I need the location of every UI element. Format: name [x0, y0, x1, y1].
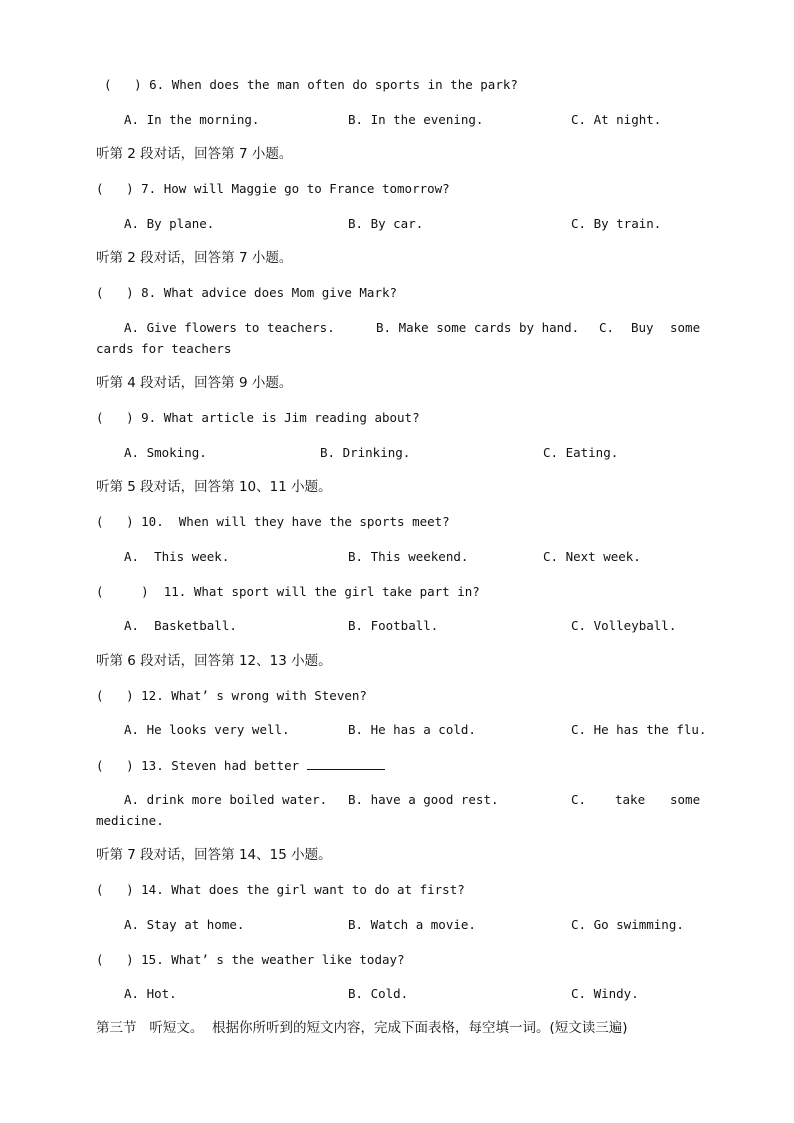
- q8-option-a: A. Give flowers to teachers.: [124, 320, 335, 335]
- section-instruction-2: 听第 2 段对话，回答第 7 小题。: [96, 146, 293, 162]
- q7-option-b: B. By car.: [348, 216, 424, 231]
- section-instruction-7: 听第 7 段对话，回答第 14、15 小题。: [96, 847, 332, 863]
- q8-option-c-word2: some: [670, 320, 701, 335]
- q13-option-c-continued: medicine.: [96, 813, 164, 828]
- q10-option-c: C. Next week.: [543, 549, 641, 564]
- q13-option-a: A. drink more boiled water.: [124, 792, 328, 807]
- section-instruction-4: 听第 4 段对话，回答第 9 小题。: [96, 375, 293, 391]
- q10-option-b: B. This weekend.: [348, 549, 469, 564]
- section-3-heading: 第三节 听短文。 根据你所听到的短文内容，完成下面表格，每空填一词。(短文读三遍): [96, 1020, 628, 1036]
- q11-option-b: B. Football.: [348, 618, 439, 633]
- q13-stem-text: ( ) 13. Steven had better: [96, 758, 307, 773]
- q12-option-a: A. He looks very well.: [124, 722, 290, 737]
- q6-option-c: C. At night.: [571, 112, 662, 127]
- question-14-stem: ( ) 14. What does the girl want to do at first?: [96, 882, 465, 897]
- question-9-stem: ( ) 9. What article is Jim reading about?: [96, 410, 420, 425]
- q13-option-c-word2: some: [670, 792, 701, 807]
- q9-option-b: B. Drinking.: [320, 445, 411, 460]
- question-8-stem: ( ) 8. What advice does Mom give Mark?: [96, 285, 398, 300]
- q12-option-b: B. He has a cold.: [348, 722, 476, 737]
- section-instruction-6: 听第 6 段对话，回答第 12、13 小题。: [96, 653, 332, 669]
- q14-option-c: C. Go swimming.: [571, 917, 684, 932]
- question-15-stem: ( ) 15. What’ s the weather like today?: [96, 952, 405, 967]
- question-11-stem: ( ) 11. What sport will the girl take part in?: [96, 584, 480, 599]
- q13-option-b: B. have a good rest.: [348, 792, 499, 807]
- q9-option-a: A. Smoking.: [124, 445, 207, 460]
- question-13-stem: [96, 757, 385, 774]
- question-6-stem: ( ) 6. When does the man often do sports in the park?: [104, 77, 518, 92]
- q13-option-c-word1: take: [615, 792, 646, 807]
- q15-option-b: B. Cold.: [348, 986, 409, 1001]
- q14-option-b: B. Watch a movie.: [348, 917, 476, 932]
- q8-option-b: B. Make some cards by hand.: [376, 320, 580, 335]
- question-7-stem: ( ) 7. How will Maggie go to France tomorrow?: [96, 181, 450, 196]
- q8-option-c-word1: Buy: [631, 320, 654, 335]
- q6-option-b: B. In the evening.: [348, 112, 484, 127]
- answer-blank: [307, 757, 385, 770]
- q11-option-a: A. Basketball.: [124, 618, 237, 633]
- q13-option-c-label: C.: [571, 792, 587, 807]
- section-instruction-5: 听第 5 段对话，回答第 10、11 小题。: [96, 479, 332, 495]
- q8-option-c-label: C.: [599, 320, 615, 335]
- q11-option-c: C. Volleyball.: [571, 618, 677, 633]
- q15-option-a: A. Hot.: [124, 986, 177, 1001]
- q7-option-c: C. By train.: [571, 216, 662, 231]
- q14-option-a: A. Stay at home.: [124, 917, 245, 932]
- q15-option-c: C. Windy.: [571, 986, 639, 1001]
- q9-option-c: C. Eating.: [543, 445, 619, 460]
- q6-option-a: A. In the morning.: [124, 112, 260, 127]
- question-10-stem: ( ) 10. When will they have the sports meet?: [96, 514, 450, 529]
- q7-option-a: A. By plane.: [124, 216, 215, 231]
- question-12-stem: ( ) 12. What’ s wrong with Steven?: [96, 688, 367, 703]
- section-instruction-3: 听第 2 段对话，回答第 7 小题。: [96, 250, 293, 266]
- q10-option-a: A. This week.: [124, 549, 230, 564]
- q8-option-c-continued: cards for teachers: [96, 341, 232, 356]
- q12-option-c: C. He has the flu.: [571, 722, 707, 737]
